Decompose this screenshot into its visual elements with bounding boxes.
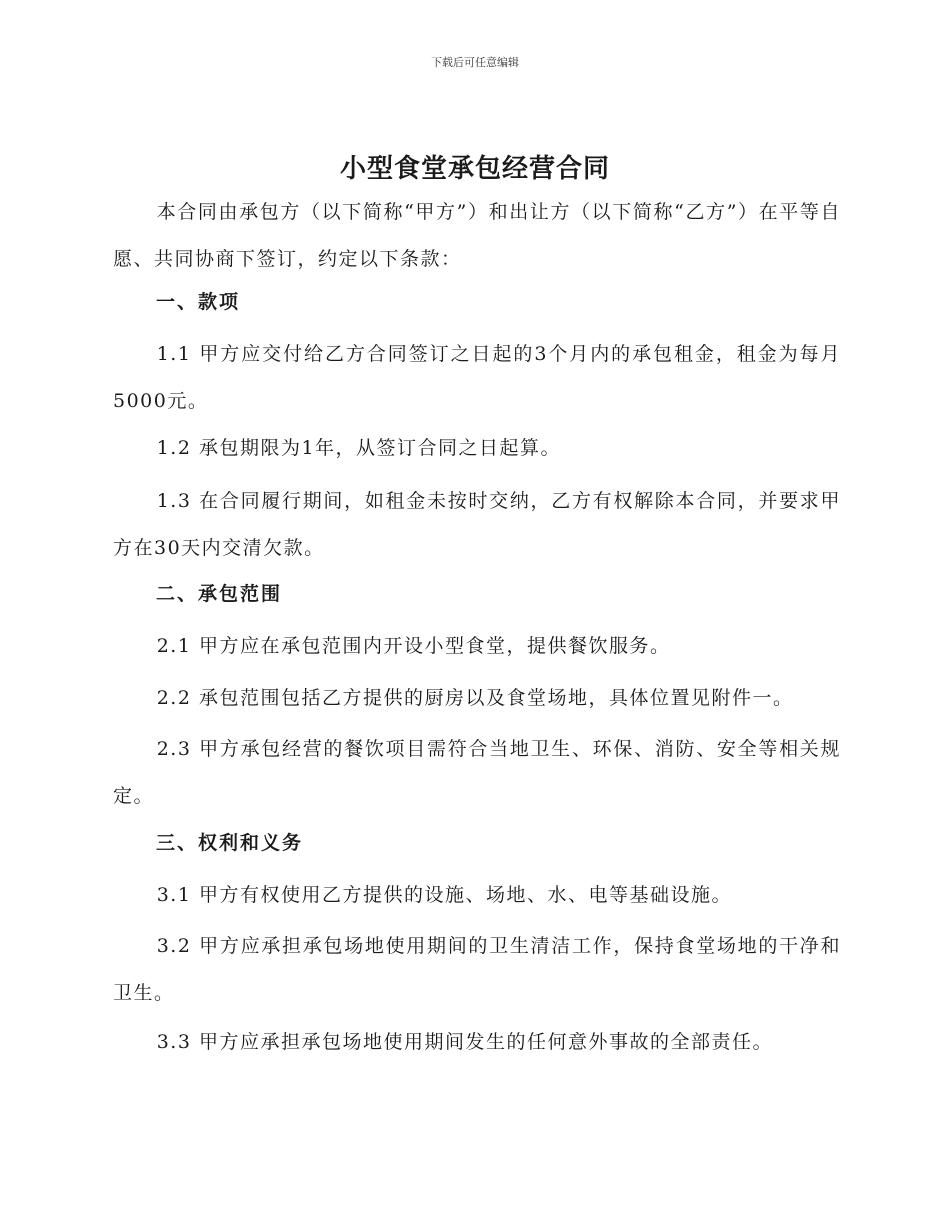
section-heading-scope: 二、承包范围 bbox=[156, 583, 283, 605]
clause-paragraph: 3.2 甲方应承担承包场地使用期间的卫生清洁工作，保持食堂场地的干净和卫生。 bbox=[113, 935, 841, 1004]
clause-paragraph: 3.1 甲方有权使用乙方提供的设施、场地、水、电等基础设施。 bbox=[156, 884, 732, 906]
clause-1-3-block bbox=[113, 478, 841, 572]
section-heading-rights: 三、权利和义务 bbox=[156, 832, 304, 854]
clause-1-2-block bbox=[113, 425, 841, 472]
section-heading-payment: 一、款项 bbox=[156, 291, 241, 313]
clause-1-1-block bbox=[113, 331, 841, 425]
clause-2-3-block bbox=[113, 726, 841, 820]
clause-paragraph: 2.2 承包范围包括乙方提供的厨房以及食堂场地，具体位置见附件一。 bbox=[156, 687, 794, 709]
clause-paragraph: 1.2 承包期限为1年，从签订合同之日起算。 bbox=[156, 437, 562, 459]
clause-3-3-block bbox=[113, 1019, 841, 1066]
header-note: 下载后可任意编辑 bbox=[431, 56, 519, 69]
clause-paragraph: 2.3 甲方承包经营的餐饮项目需符合当地卫生、环保、消防、安全等相关规定。 bbox=[113, 738, 841, 807]
clause-paragraph: 3.3 甲方应承担承包场地使用期间发生的任何意外事故的全部责任。 bbox=[156, 1031, 773, 1053]
clause-3-2-block bbox=[113, 923, 841, 1017]
clause-2-1-block bbox=[113, 623, 841, 670]
clause-paragraph: 1.1 甲方应交付给乙方合同签订之日起的3个月内的承包租金，租金为每月5000元。 bbox=[113, 343, 841, 412]
intro-paragraph: 本合同由承包方（以下简称“甲方”）和出让方（以下简称“乙方”）在平等自愿、共同协商下签订，约定以下条款： bbox=[113, 201, 841, 270]
clause-3-1-block bbox=[113, 872, 841, 919]
intro-block bbox=[113, 189, 841, 283]
clause-paragraph: 1.3 在合同履行期间，如租金未按时交纳，乙方有权解除本合同，并要求甲方在30天内交清欠款。 bbox=[113, 490, 841, 559]
clause-2-2-block bbox=[113, 675, 841, 722]
clause-paragraph: 2.1 甲方应在承包范围内开设小型食堂，提供餐饮服务。 bbox=[156, 635, 671, 657]
document-title: 小型食堂承包经营合同 bbox=[339, 154, 610, 184]
